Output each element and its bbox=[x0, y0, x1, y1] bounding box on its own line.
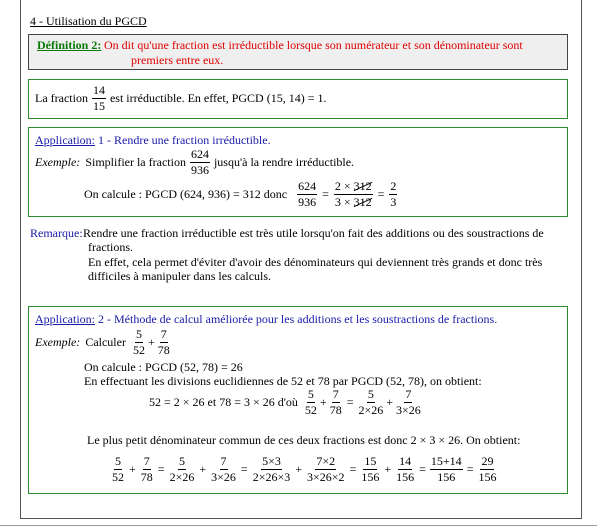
numerator: 5×3 bbox=[262, 454, 281, 468]
final-fraction bbox=[210, 455, 237, 483]
equals-sign: = bbox=[322, 186, 329, 201]
final-fraction bbox=[140, 455, 154, 483]
application-2-heading bbox=[35, 312, 497, 327]
application-2-box bbox=[28, 306, 568, 494]
ppcm-text: Le plus petit dénominateur commun de ces deux fractions est donc 2 × 3 × 26. On obtient: bbox=[87, 433, 521, 447]
remarque-line-4: difficiles à manipuler dans les calculs. bbox=[88, 269, 272, 283]
calcul-line-2: En effectuant les divisions euclidiennes de 52 et 78 par PGCD (52, 78), on obtient: bbox=[84, 374, 482, 388]
application-1-box bbox=[28, 127, 568, 217]
example-fraction-box bbox=[28, 79, 568, 119]
final-fraction bbox=[252, 455, 292, 483]
denominator: 2×26 bbox=[169, 469, 195, 484]
numerator: 7 bbox=[220, 454, 227, 468]
denominator: 78 bbox=[140, 469, 153, 484]
calcul-line-1: On calcule : PGCD (52, 78) = 26 bbox=[84, 360, 243, 374]
equals-sign: = bbox=[466, 461, 474, 476]
denominator: 3×26×2 bbox=[307, 469, 345, 484]
plus-sign: + bbox=[384, 461, 392, 476]
equals-sign: = bbox=[419, 461, 426, 476]
bottom-rule bbox=[0, 525, 597, 526]
plus-sign: + bbox=[199, 461, 207, 476]
plus-sign: + bbox=[129, 461, 136, 476]
frac: $\frac{5}{52}$ bbox=[304, 387, 317, 417]
equals-sign: = bbox=[377, 186, 385, 201]
plus-sign: + bbox=[147, 334, 155, 349]
remarque-label: Remarque: bbox=[30, 226, 83, 240]
frac: $\frac{7}{3\times 26}$ bbox=[396, 387, 421, 417]
numerator: 15 bbox=[364, 454, 377, 468]
calcul-text: On calcule : PGCD (624, 936) = 312 donc bbox=[84, 186, 288, 201]
numerator: 5 bbox=[178, 454, 185, 468]
frac: $\frac{7}{78}$ bbox=[329, 387, 342, 417]
denominator: 2×26×3 bbox=[252, 469, 291, 484]
denominator: 156 bbox=[396, 469, 415, 484]
numerator: 29 bbox=[481, 454, 494, 468]
exemple-label: Exemple: bbox=[35, 334, 81, 349]
exemple-text: Calculer bbox=[85, 334, 126, 349]
final-fraction bbox=[169, 455, 196, 483]
application-2-title: 2 - Méthode de calcul améliorée pour les additions et les soustractions de fractions. bbox=[95, 312, 498, 326]
division-text: 52 = 2 × 26 et 78 = 3 × 26 d'où bbox=[149, 394, 298, 409]
remarque-line-2: fractions. bbox=[88, 240, 133, 254]
application-1-title: 1 - Rendre une fraction irréductible. bbox=[95, 133, 271, 147]
denominator: 3×26 bbox=[211, 469, 236, 484]
plus-sign: + bbox=[386, 394, 394, 409]
definition-line-2: premiers entre eux. bbox=[131, 53, 224, 67]
fraction-7-78: $\frac{7}{78}$ bbox=[157, 327, 170, 357]
application-1-heading bbox=[35, 133, 271, 148]
exemple-suffix: jusqu'à la rendre irréductible. bbox=[213, 154, 355, 169]
final-fraction bbox=[477, 455, 497, 483]
definition-box bbox=[28, 34, 568, 70]
equals-sign: = bbox=[240, 461, 248, 476]
final-fraction bbox=[430, 455, 463, 483]
remarque-line-1: Rendre une fraction irréductible est très utile lorsqu'on fait des additions ou des soustractions de bbox=[83, 226, 544, 240]
cancelled-312-num: 312 bbox=[353, 179, 372, 193]
example-prefix: La fraction bbox=[35, 90, 88, 105]
application-1-exemple bbox=[35, 148, 354, 176]
application-1-calcul bbox=[84, 180, 399, 208]
denominator: 156 bbox=[361, 469, 380, 484]
numerator: 7×2 bbox=[316, 454, 336, 468]
definition-line-1: On dit qu'une fraction est irréductible lorsque son numérateur et son dénominateur sont bbox=[104, 38, 523, 52]
equals-sign: = bbox=[349, 461, 357, 476]
application-2-label: Application: bbox=[35, 312, 95, 326]
numerator: 7 bbox=[143, 454, 150, 468]
definition-label: Définition 2: bbox=[37, 38, 102, 52]
final-fraction bbox=[111, 455, 125, 483]
remarque-line-3: En effet, cela permet d'éviter d'avoir des dénominateurs qui deviennent très grands et donc très bbox=[88, 255, 543, 269]
numerator: 15+14 bbox=[430, 454, 462, 468]
example-fraction-line bbox=[35, 84, 326, 112]
denominator: 52 bbox=[112, 469, 124, 484]
example-suffix: est irréductible. En effet, PGCD (15, 14) = 1. bbox=[109, 90, 327, 105]
application-1-label: Application: bbox=[35, 133, 95, 147]
exemple-text: Simplifier la fraction bbox=[85, 154, 186, 169]
frac: $\frac{5}{2\times 26}$ bbox=[358, 387, 384, 417]
cancelled-312-den: 312 bbox=[353, 194, 372, 209]
final-fraction bbox=[395, 455, 415, 483]
eq-fraction-2-3: $\frac{2}{3}$ bbox=[390, 179, 397, 209]
equals-sign: = bbox=[157, 461, 165, 476]
calcul-line-3 bbox=[149, 388, 424, 416]
eq-fraction-factored: $\frac{2 \times 312}{3 \times 312}$ bbox=[334, 179, 372, 209]
application-2-exemple bbox=[35, 328, 173, 356]
section-title: 4 - Utilisation du PGCD bbox=[30, 14, 147, 28]
equals-sign: = bbox=[346, 394, 354, 409]
numerator: 5 bbox=[115, 454, 121, 468]
numerator: 14 bbox=[399, 454, 412, 468]
fraction-5-52: $\frac{5}{52}$ bbox=[132, 327, 145, 357]
eq-fraction-624-936: $\frac{624}{936}$ bbox=[298, 179, 317, 209]
exemple-label: Exemple: bbox=[35, 154, 81, 169]
final-equation bbox=[109, 455, 499, 483]
plus-sign: + bbox=[319, 394, 327, 409]
final-fraction bbox=[306, 455, 346, 483]
denominator: 156 bbox=[437, 469, 456, 484]
denominator: 156 bbox=[478, 469, 497, 484]
fraction-14-15: $\frac{14}{15}$ bbox=[92, 83, 105, 113]
plus-sign: + bbox=[295, 461, 303, 476]
final-fraction bbox=[360, 455, 380, 483]
fraction-624-936: $\frac{624}{936}$ bbox=[190, 147, 209, 177]
